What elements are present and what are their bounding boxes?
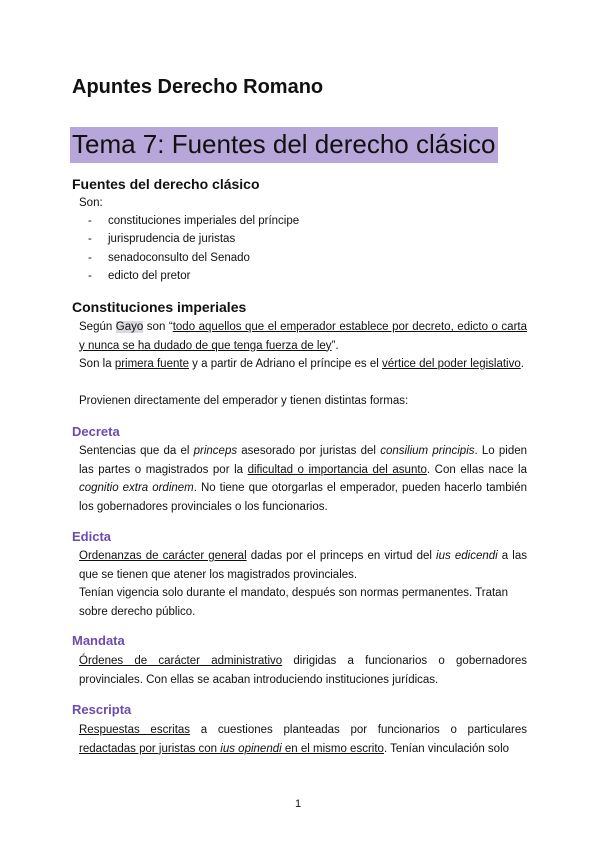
list-item: - edicto del pretor [88, 270, 191, 283]
list-item: - constituciones imperiales del príncipe [88, 215, 300, 227]
fuentes-heading: Fuentes del derecho clásico [72, 176, 260, 192]
edicta-paragraph-1: Ordenanzas de carácter general dadas por el princeps en virtud del ius edicendi a las que se tienen que atener los magistrados provinciales. [79, 550, 527, 581]
rescripta-paragraph: Respuestas escritas a cuestiones planteadas por funcionarios o particulares redactadas por juristas con ius opinendi en el mismo escrito. Tenían vinculación solo [79, 724, 527, 755]
fuentes-list [88, 212, 299, 286]
fuentes-intro: Son: [79, 197, 103, 209]
document-title: Apuntes Derecho Romano [72, 76, 324, 98]
decreta-paragraph: Sentencias que da el princeps asesorado por juristas del consilium principis. Lo piden las partes o magistrados por la dificultad o importancia del asunto. Con ellas nace la cognitio extra ordinem. No tiene que otorgarlas el emperador, pueden hacerlo también los gobernadores provinciales o los funcionarios. [79, 445, 528, 513]
list-item: - jurisprudencia de juristas [88, 233, 236, 246]
constituciones-heading: Constituciones imperiales [72, 299, 247, 315]
edicta-heading: Edicta [72, 529, 112, 544]
rescripta-heading: Rescripta [72, 702, 132, 717]
topic-title: Tema 7: Fuentes del derecho clásico [70, 127, 498, 163]
decreta-heading: Decreta [72, 424, 120, 439]
highlighted-term: Gayo [115, 321, 144, 333]
page-number: 1 [295, 798, 302, 810]
mandata-paragraph: Órdenes de carácter administrativo dirigidas a funcionarios o gobernadores provinciales. Con ellas se acaban introduciendo instituciones jurídicas. [79, 655, 527, 686]
constituciones-paragraph-2: Son la primera fuente y a partir de Adriano el príncipe es el vértice del poder legislativo. [79, 358, 524, 370]
constituciones-paragraph-1: Según Gayo son “todo aquellos que el emperador establece por decreto, edicto o carta y nunca se ha dudado de que tenga fuerza de ley”. [79, 321, 527, 352]
mandata-heading: Mandata [72, 633, 125, 648]
edicta-paragraph-2: Tenían vigencia solo durante el mandato, después son normas permanentes. Tratan sobre derecho público. [79, 587, 508, 618]
list-item: - senadoconsulto del Senado [88, 251, 250, 264]
constituciones-paragraph-3: Provienen directamente del emperador y tienen distintas formas: [79, 395, 409, 407]
